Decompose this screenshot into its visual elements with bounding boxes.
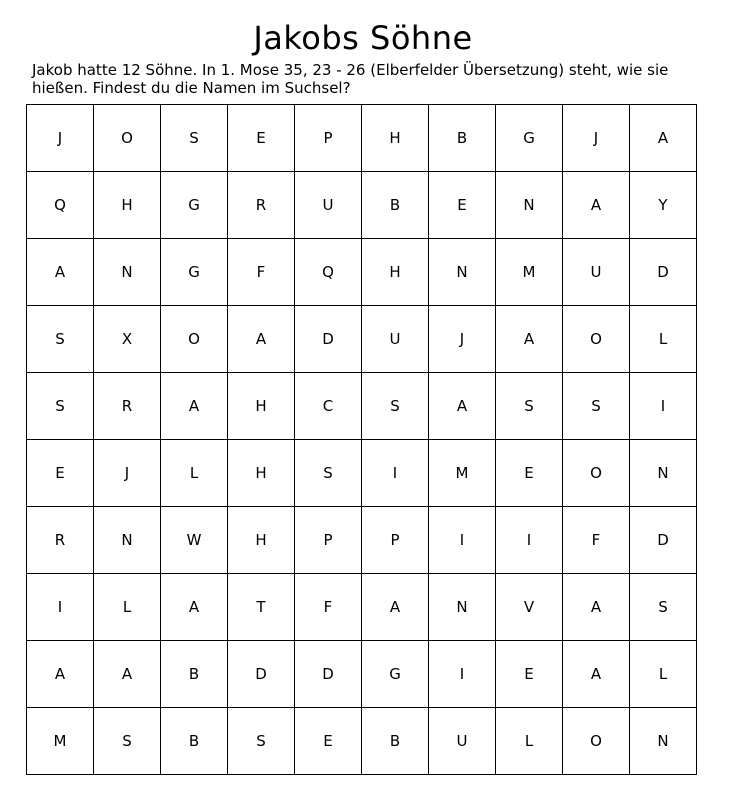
grid-cell: L [496, 708, 563, 775]
grid-cell: N [429, 574, 496, 641]
grid-cell: O [94, 105, 161, 172]
grid-cell: A [563, 574, 630, 641]
grid-row [27, 708, 697, 775]
grid-cell: F [295, 574, 362, 641]
grid-row [27, 641, 697, 708]
grid-cell: N [630, 440, 697, 507]
intro-text [32, 61, 692, 97]
grid-cell: G [496, 105, 563, 172]
grid-cell: S [630, 574, 697, 641]
grid-cell: D [630, 507, 697, 574]
grid-cell: I [630, 373, 697, 440]
page-title: Jakobs Söhne [253, 19, 473, 57]
grid-cell: A [630, 105, 697, 172]
grid-cell: A [563, 172, 630, 239]
grid-cell: S [295, 440, 362, 507]
grid-cell: S [563, 373, 630, 440]
grid-cell: A [161, 373, 228, 440]
grid-cell: F [563, 507, 630, 574]
grid-cell: E [429, 172, 496, 239]
grid-cell: D [295, 306, 362, 373]
grid-cell: S [362, 373, 429, 440]
grid-cell: E [496, 641, 563, 708]
grid-cell: A [161, 574, 228, 641]
grid-cell: B [161, 641, 228, 708]
grid-cell: B [429, 105, 496, 172]
grid-cell: A [362, 574, 429, 641]
grid-cell: S [496, 373, 563, 440]
grid-cell: L [630, 641, 697, 708]
grid-cell: B [362, 708, 429, 775]
word-search-grid [26, 104, 697, 775]
grid-row [27, 440, 697, 507]
grid-cell: J [27, 105, 94, 172]
grid-cell: Q [27, 172, 94, 239]
grid-cell: G [161, 239, 228, 306]
grid-cell: N [94, 239, 161, 306]
grid-cell: H [228, 507, 295, 574]
grid-cell: S [228, 708, 295, 775]
grid-cell: G [161, 172, 228, 239]
grid-cell: D [228, 641, 295, 708]
grid-cell: L [161, 440, 228, 507]
grid-cell: I [496, 507, 563, 574]
grid-cell: J [429, 306, 496, 373]
grid-row [27, 172, 697, 239]
grid-cell: P [295, 507, 362, 574]
grid-cell: R [27, 507, 94, 574]
grid-cell: H [362, 105, 429, 172]
grid-cell: S [27, 373, 94, 440]
grid-cell: T [228, 574, 295, 641]
grid-cell: D [630, 239, 697, 306]
grid-cell: O [563, 708, 630, 775]
grid-cell: G [362, 641, 429, 708]
grid-row [27, 373, 697, 440]
grid-cell: M [496, 239, 563, 306]
grid-cell: A [228, 306, 295, 373]
grid-cell: U [563, 239, 630, 306]
grid-cell: X [94, 306, 161, 373]
grid-cell: D [295, 641, 362, 708]
grid-cell: H [94, 172, 161, 239]
grid-cell: S [161, 105, 228, 172]
grid-cell: F [228, 239, 295, 306]
grid-cell: R [228, 172, 295, 239]
grid-cell: E [496, 440, 563, 507]
grid-cell: P [295, 105, 362, 172]
grid-cell: U [295, 172, 362, 239]
grid-cell: J [563, 105, 630, 172]
grid-cell: S [94, 708, 161, 775]
grid-cell: M [27, 708, 94, 775]
grid-cell: I [362, 440, 429, 507]
grid-cell: E [27, 440, 94, 507]
grid-cell: L [94, 574, 161, 641]
grid-cell: J [94, 440, 161, 507]
grid-row [27, 105, 697, 172]
grid-cell: L [630, 306, 697, 373]
grid-cell: U [362, 306, 429, 373]
grid-cell: M [429, 440, 496, 507]
grid-cell: H [228, 440, 295, 507]
intro-line-1: Jakob hatte 12 Söhne. In 1. Mose 35, 23 - 26 (Elberfelder Übersetzung) steht, wie sie [32, 61, 669, 79]
grid-cell: S [27, 306, 94, 373]
grid-cell: A [563, 641, 630, 708]
grid-cell: N [94, 507, 161, 574]
grid-cell: N [429, 239, 496, 306]
grid-cell: I [429, 641, 496, 708]
grid-row [27, 306, 697, 373]
grid-cell: E [228, 105, 295, 172]
grid-cell: I [27, 574, 94, 641]
grid-cell: B [161, 708, 228, 775]
grid-cell: R [94, 373, 161, 440]
grid-cell: A [94, 641, 161, 708]
grid-cell: U [429, 708, 496, 775]
grid-cell: W [161, 507, 228, 574]
grid-cell: O [563, 306, 630, 373]
grid-cell: Y [630, 172, 697, 239]
grid-cell: H [362, 239, 429, 306]
grid-cell: E [295, 708, 362, 775]
grid-cell: C [295, 373, 362, 440]
grid-cell: I [429, 507, 496, 574]
intro-line-2: hießen. Findest du die Namen im Suchsel? [32, 79, 351, 97]
grid-cell: A [27, 641, 94, 708]
grid-cell: Q [295, 239, 362, 306]
grid-cell: A [496, 306, 563, 373]
grid-cell: A [27, 239, 94, 306]
grid-cell: P [362, 507, 429, 574]
grid-row [27, 239, 697, 306]
grid-cell: O [161, 306, 228, 373]
grid-cell: A [429, 373, 496, 440]
grid-body [27, 105, 697, 775]
grid-cell: O [563, 440, 630, 507]
grid-cell: B [362, 172, 429, 239]
grid-cell: N [630, 708, 697, 775]
grid-cell: N [496, 172, 563, 239]
grid-cell: V [496, 574, 563, 641]
grid-row [27, 574, 697, 641]
grid-row [27, 507, 697, 574]
grid-cell: H [228, 373, 295, 440]
